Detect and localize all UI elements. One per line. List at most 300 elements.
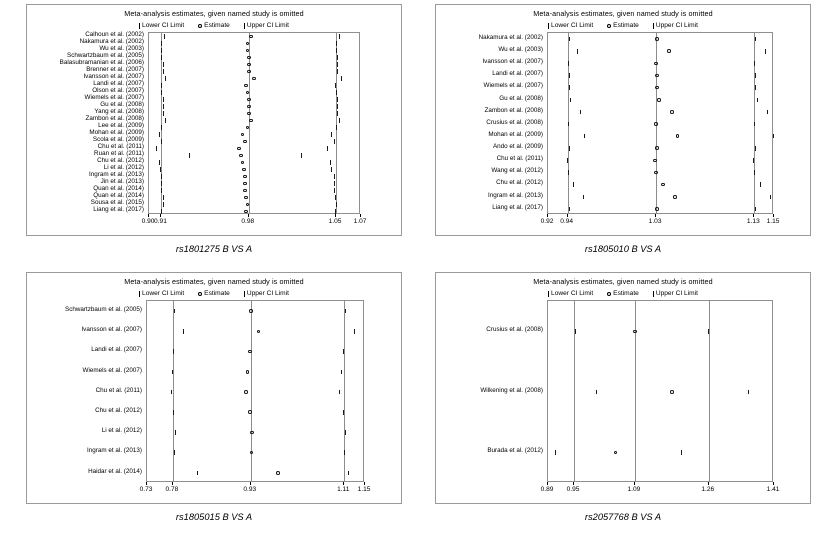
- estimate-marker: [257, 330, 261, 334]
- study-label: Crusius et al. (2008): [486, 118, 543, 126]
- estimate-marker: [667, 49, 671, 53]
- upper-ci-marker: [337, 104, 338, 109]
- lower-ci-marker: [580, 110, 581, 115]
- estimate-marker: [241, 133, 245, 137]
- study-label: Quan et al. (2014): [93, 192, 144, 200]
- axis-tick: [708, 482, 709, 485]
- legend-label: Estimate: [204, 22, 230, 29]
- lower-ci-marker: [161, 139, 162, 144]
- legend-estimate: [607, 22, 639, 29]
- estimate-marker: [247, 98, 251, 102]
- legend-estimate: [607, 290, 639, 297]
- study-label: Liang et al. (2017): [93, 206, 144, 214]
- study-label: Balasubramanian et al. (2006): [59, 59, 144, 67]
- reference-line: [161, 33, 162, 213]
- lower-ci-marker: [161, 125, 162, 130]
- axis-tick: [360, 214, 361, 217]
- upper-ci-marker: [336, 202, 337, 207]
- study-label: Ivansson et al. (2007): [482, 58, 543, 66]
- axis-tick: [547, 214, 548, 217]
- axis-tick-label: 1.03: [648, 218, 662, 225]
- panel-rs1801275: [18, 4, 410, 262]
- estimate-marker: [244, 196, 248, 200]
- upper-ci-marker: [755, 85, 756, 90]
- lower-ci-marker: [163, 202, 164, 207]
- legend: [18, 22, 410, 29]
- upper-ci-marker: [336, 48, 337, 53]
- upper-ci-marker: [335, 83, 336, 88]
- study-label: Nakamura et al. (2002): [478, 33, 543, 41]
- lower-ci-marker: [163, 62, 164, 67]
- lower-ci-marker: [175, 430, 176, 435]
- upper-ci-marker: [345, 430, 346, 435]
- upper-ci-marker: [755, 207, 756, 212]
- lower-ci-marker: [163, 111, 164, 116]
- panel-rs2057768: [427, 272, 819, 530]
- upper-ci-marker: [773, 134, 774, 139]
- legend-upper-ci: [653, 290, 698, 297]
- chart-title: Meta-analysis estimates, given named study is omitted: [124, 277, 304, 286]
- study-label: Jin et al. (2013): [100, 178, 144, 186]
- estimate-marker: [655, 207, 659, 211]
- study-label: Wilkening et al. (2008): [480, 386, 543, 394]
- upper-ci-marker: [337, 111, 338, 116]
- tick-icon: [139, 291, 140, 297]
- estimate-marker: [661, 183, 665, 187]
- legend-label: Lower CI Limit: [142, 290, 185, 297]
- upper-ci-marker: [757, 98, 758, 103]
- upper-ci-marker: [755, 146, 756, 151]
- study-label: Lee et al. (2009): [98, 122, 144, 130]
- upper-ci-marker: [344, 450, 345, 455]
- study-label: Schwartzbaum et al. (2005): [67, 52, 144, 60]
- panel-rs1805015: [18, 272, 410, 530]
- axis-tick-label: 0.95: [566, 486, 580, 493]
- axis-tick-label: 1.11: [337, 486, 350, 493]
- upper-ci-marker: [337, 97, 338, 102]
- upper-ci-marker: [348, 471, 349, 476]
- lower-ci-marker: [569, 207, 570, 212]
- chart-title: Meta-analysis estimates, given named study is omitted: [533, 9, 713, 18]
- lower-ci-marker: [159, 160, 160, 165]
- estimate-marker: [243, 182, 247, 186]
- lower-ci-marker: [568, 122, 569, 127]
- lower-ci-marker: [567, 158, 568, 163]
- lower-ci-marker: [163, 195, 164, 200]
- upper-ci-marker: [770, 195, 771, 200]
- study-label: Ando et al. (2009): [492, 143, 543, 151]
- reference-line: [336, 33, 337, 213]
- axis-tick: [547, 482, 548, 485]
- study-label: Brenner et al. (2007): [86, 66, 144, 74]
- legend-label: Lower CI Limit: [142, 22, 185, 29]
- study-label: Chu et al. (2011): [97, 143, 144, 151]
- upper-ci-marker: [334, 188, 335, 193]
- lower-ci-marker: [596, 390, 597, 395]
- study-label: Ingram et al. (2013): [87, 447, 142, 455]
- upper-ci-marker: [301, 153, 302, 158]
- upper-ci-marker: [754, 122, 755, 127]
- study-label: Zambon et al. (2008): [85, 115, 144, 123]
- study-label: Crusius et al. (2008): [486, 326, 543, 334]
- lower-ci-marker: [161, 41, 162, 46]
- study-label: Chu et al. (2011): [95, 386, 142, 394]
- study-label: Li et al. (2012): [101, 427, 142, 435]
- axis-tick-label: 0.94: [560, 218, 574, 225]
- legend-label: Upper CI Limit: [655, 22, 698, 29]
- estimate-marker: [247, 70, 251, 74]
- lower-ci-marker: [161, 48, 162, 53]
- upper-ci-marker: [339, 34, 340, 39]
- study-label: Chu et al. (2012): [97, 157, 144, 165]
- study-label: Wiemels et al. (2007): [82, 366, 142, 374]
- panel-caption: rs2057768 B VS A: [584, 512, 662, 522]
- upper-ci-marker: [767, 110, 768, 115]
- estimate-marker: [239, 154, 243, 158]
- upper-ci-marker: [339, 390, 340, 395]
- upper-ci-marker: [765, 49, 766, 54]
- legend-label: Estimate: [613, 290, 639, 297]
- study-label: Gu et al. (2008): [499, 94, 543, 102]
- lower-ci-marker: [174, 309, 175, 314]
- lower-ci-marker: [163, 69, 164, 74]
- study-label: Nakamura et al. (2002): [79, 38, 144, 46]
- lower-ci-marker: [163, 97, 164, 102]
- study-label: Wu et al. (2003): [498, 46, 543, 53]
- axis-tick: [655, 214, 656, 217]
- lower-ci-marker: [159, 132, 160, 137]
- study-label: Schwartzbaum et al. (2005): [65, 305, 142, 313]
- estimate-marker: [676, 134, 680, 138]
- upper-ci-marker: [681, 450, 682, 455]
- axis-tick-label: 1.41: [766, 486, 780, 493]
- estimate-marker: [252, 77, 256, 81]
- estimate-marker: [657, 98, 661, 102]
- estimate-marker: [276, 471, 280, 475]
- lower-ci-marker: [165, 76, 166, 81]
- plot-area: [547, 300, 773, 482]
- panel-caption: rs1801275 B VS A: [175, 244, 253, 254]
- circle-icon: [198, 24, 202, 28]
- axis-tick-label: 0.89: [540, 486, 554, 493]
- lower-ci-marker: [174, 450, 175, 455]
- study-label: Gu et al. (2008): [100, 101, 144, 109]
- lower-ci-marker: [569, 73, 570, 78]
- estimate-marker: [673, 195, 677, 199]
- estimate-marker: [247, 63, 251, 67]
- lower-ci-marker: [183, 329, 184, 334]
- estimate-marker: [655, 37, 659, 41]
- axis-tick-label: 1.15: [357, 486, 371, 493]
- axis-tick: [250, 482, 251, 485]
- upper-ci-marker: [331, 167, 332, 172]
- lower-ci-marker: [568, 170, 569, 175]
- lower-ci-marker: [161, 55, 162, 60]
- study-label: Ruan et al. (2011): [94, 150, 144, 158]
- study-label: Chu et al. (2011): [496, 155, 543, 163]
- upper-ci-marker: [337, 62, 338, 67]
- axis-tick: [172, 482, 173, 485]
- estimate-marker: [670, 390, 674, 394]
- upper-ci-marker: [345, 309, 346, 314]
- upper-ci-marker: [339, 118, 340, 123]
- legend-estimate: [198, 290, 230, 297]
- estimate-marker: [614, 451, 618, 455]
- legend-label: Upper CI Limit: [246, 290, 289, 297]
- estimate-marker: [654, 171, 658, 175]
- estimate-marker: [248, 410, 252, 414]
- study-label: Haidar et al. (2014): [88, 467, 142, 475]
- axis-tick: [148, 214, 149, 217]
- upper-ci-marker: [754, 170, 755, 175]
- legend-label: Estimate: [204, 290, 230, 297]
- study-label: Wang et al. (2012): [491, 167, 543, 175]
- tick-icon: [653, 291, 654, 297]
- estimate-marker: [249, 309, 253, 313]
- reference-line: [635, 301, 636, 481]
- upper-ci-marker: [343, 349, 344, 354]
- tick-icon: [548, 291, 549, 297]
- lower-ci-marker: [575, 329, 576, 334]
- lower-ci-marker: [189, 153, 190, 158]
- axis-tick-label: 1.15: [766, 218, 780, 225]
- legend-label: Lower CI Limit: [551, 22, 594, 29]
- legend: [427, 290, 819, 297]
- axis-tick: [567, 214, 568, 217]
- estimate-marker: [654, 122, 658, 126]
- reference-line: [574, 301, 575, 481]
- study-label: Sousa et al. (2015): [90, 199, 144, 207]
- estimate-marker: [670, 110, 674, 114]
- axis-tick-label: 0.93: [243, 486, 257, 493]
- estimate-marker: [246, 370, 250, 374]
- chart-title: Meta-analysis estimates, given named study is omitted: [124, 9, 304, 18]
- upper-ci-marker: [330, 160, 331, 165]
- study-label: Quan et al. (2014): [93, 185, 144, 193]
- circle-icon: [607, 24, 611, 28]
- axis-tick: [634, 482, 635, 485]
- lower-ci-marker: [555, 450, 556, 455]
- axis-tick-label: 0.78: [165, 486, 179, 493]
- reference-line: [249, 33, 250, 213]
- tick-icon: [244, 23, 245, 29]
- axis-tick-label: 0.92: [540, 218, 554, 225]
- upper-ci-marker: [334, 139, 335, 144]
- upper-ci-marker: [337, 55, 338, 60]
- lower-ci-marker: [570, 98, 571, 103]
- lower-ci-marker: [569, 85, 570, 90]
- study-label: Zambon et al. (2008): [484, 106, 543, 114]
- axis-tick-label: 1.07: [353, 218, 367, 225]
- study-label: Olson et al. (2007): [92, 87, 144, 95]
- axis-tick-label: 1.05: [328, 218, 342, 225]
- lower-ci-marker: [161, 188, 162, 193]
- study-label: Ingram et al. (2013): [89, 171, 144, 179]
- upper-ci-marker: [343, 410, 344, 415]
- study-label: Mohan et al. (2009): [488, 130, 543, 138]
- estimate-marker: [248, 350, 252, 354]
- panel-caption: rs1805010 B VS A: [584, 244, 662, 254]
- study-label: Chu et al. (2012): [95, 407, 142, 415]
- tick-icon: [244, 291, 245, 297]
- panel-rs1805010: [427, 4, 819, 262]
- legend-upper-ci: [244, 290, 289, 297]
- study-label: Calhoun et al. (2002): [85, 31, 144, 39]
- estimate-marker: [244, 84, 248, 88]
- estimate-marker: [654, 62, 658, 66]
- lower-ci-marker: [172, 370, 173, 375]
- upper-ci-marker: [341, 370, 342, 375]
- estimate-marker: [243, 175, 247, 179]
- legend: [427, 22, 819, 29]
- axis-tick: [773, 214, 774, 217]
- upper-ci-marker: [755, 73, 756, 78]
- plot-area: [547, 32, 773, 214]
- legend-upper-ci: [244, 22, 289, 29]
- estimate-marker: [244, 210, 248, 214]
- upper-ci-marker: [336, 90, 337, 95]
- axis-tick-label: 1.09: [627, 486, 641, 493]
- lower-ci-marker: [569, 37, 570, 42]
- study-label: Wiemels et al. (2007): [483, 82, 543, 90]
- lower-ci-marker: [163, 104, 164, 109]
- estimate-marker: [249, 119, 253, 123]
- lower-ci-marker: [161, 90, 162, 95]
- lower-ci-marker: [161, 83, 162, 88]
- upper-ci-marker: [327, 146, 328, 151]
- study-label: Wiemels et al. (2007): [84, 94, 144, 102]
- upper-ci-marker: [331, 132, 332, 137]
- upper-ci-marker: [354, 329, 355, 334]
- lower-ci-marker: [160, 167, 161, 172]
- lower-ci-marker: [161, 209, 162, 214]
- upper-ci-marker: [760, 182, 761, 187]
- estimate-marker: [655, 86, 659, 90]
- estimate-marker: [247, 105, 251, 109]
- upper-ci-marker: [754, 61, 755, 66]
- plot-area: [148, 32, 360, 214]
- study-label: Landi et al. (2007): [91, 346, 142, 354]
- axis-tick: [160, 214, 161, 217]
- upper-ci-marker: [341, 76, 342, 81]
- tick-icon: [139, 23, 140, 29]
- legend-lower-ci: [548, 22, 593, 29]
- legend-upper-ci: [653, 22, 698, 29]
- lower-ci-marker: [164, 34, 165, 39]
- lower-ci-marker: [161, 181, 162, 186]
- lower-ci-marker: [573, 182, 574, 187]
- study-label: Burada et al. (2012): [487, 447, 543, 455]
- legend-lower-ci: [139, 22, 184, 29]
- legend-label: Upper CI Limit: [655, 290, 698, 297]
- axis-tick-label: 0.90: [141, 218, 155, 225]
- estimate-marker: [655, 74, 659, 78]
- upper-ci-marker: [334, 174, 335, 179]
- upper-ci-marker: [748, 390, 749, 395]
- upper-ci-marker: [336, 41, 337, 46]
- lower-ci-marker: [197, 471, 198, 476]
- legend-label: Estimate: [613, 22, 639, 29]
- legend-lower-ci: [548, 290, 593, 297]
- lower-ci-marker: [171, 390, 172, 395]
- lower-ci-marker: [568, 61, 569, 66]
- estimate-marker: [250, 451, 254, 455]
- axis-tick: [146, 482, 147, 485]
- legend-label: Lower CI Limit: [551, 290, 594, 297]
- axis-tick: [335, 214, 336, 217]
- axis-tick-label: 1.26: [701, 486, 715, 493]
- legend-estimate: [198, 22, 230, 29]
- lower-ci-marker: [173, 349, 174, 354]
- estimate-marker: [653, 159, 657, 163]
- estimate-marker: [243, 189, 247, 193]
- circle-icon: [607, 292, 611, 296]
- lower-ci-marker: [584, 134, 585, 139]
- chart-title: Meta-analysis estimates, given named study is omitted: [533, 277, 713, 286]
- study-label: Ivansson et al. (2007): [81, 326, 142, 334]
- axis-tick: [248, 214, 249, 217]
- lower-ci-marker: [569, 146, 570, 151]
- study-label: Ingram et al. (2013): [488, 191, 543, 199]
- upper-ci-marker: [755, 37, 756, 42]
- axis-tick-label: 1.13: [746, 218, 760, 225]
- lower-ci-marker: [161, 174, 162, 179]
- lower-ci-marker: [173, 410, 174, 415]
- study-label: Ivansson et al. (2007): [83, 73, 144, 81]
- tick-icon: [548, 23, 549, 29]
- circle-icon: [198, 292, 202, 296]
- estimate-marker: [242, 168, 246, 172]
- estimate-marker: [241, 161, 245, 165]
- study-label: Liang et al. (2017): [492, 203, 543, 211]
- estimate-marker: [250, 431, 254, 435]
- axis-tick: [773, 482, 774, 485]
- study-label: Li et al. (2012): [103, 164, 144, 172]
- estimate-marker: [655, 146, 659, 150]
- estimate-marker: [249, 35, 253, 39]
- upper-ci-marker: [335, 195, 336, 200]
- legend-lower-ci: [139, 290, 184, 297]
- axis-tick-label: 0.73: [139, 486, 153, 493]
- panel-caption: rs1805015 B VS A: [175, 512, 253, 522]
- estimate-marker: [633, 330, 637, 334]
- upper-ci-marker: [336, 125, 337, 130]
- lower-ci-marker: [165, 118, 166, 123]
- study-label: Wu et al. (2003): [99, 45, 144, 53]
- study-label: Scola et al. (2009): [92, 136, 144, 144]
- upper-ci-marker: [708, 329, 709, 334]
- lower-ci-marker: [577, 49, 578, 54]
- study-label: Landi et al. (2007): [492, 70, 543, 78]
- study-label: Yang et al. (2008): [94, 108, 144, 116]
- axis-tick-label: 0.98: [241, 218, 255, 225]
- upper-ci-marker: [337, 69, 338, 74]
- study-label: Chu et al. (2012): [496, 179, 543, 187]
- axis-tick-label: 0.91: [154, 218, 167, 225]
- study-label: Landi et al. (2007): [93, 80, 144, 88]
- legend: [18, 290, 410, 297]
- lower-ci-marker: [583, 195, 584, 200]
- estimate-marker: [237, 147, 241, 151]
- estimate-marker: [247, 112, 251, 116]
- axis-tick: [573, 482, 574, 485]
- lower-ci-marker: [156, 146, 157, 151]
- estimate-marker: [244, 390, 248, 394]
- study-label: Mohan et al. (2009): [89, 129, 144, 137]
- estimate-marker: [247, 56, 251, 60]
- legend-label: Upper CI Limit: [246, 22, 289, 29]
- upper-ci-marker: [334, 181, 335, 186]
